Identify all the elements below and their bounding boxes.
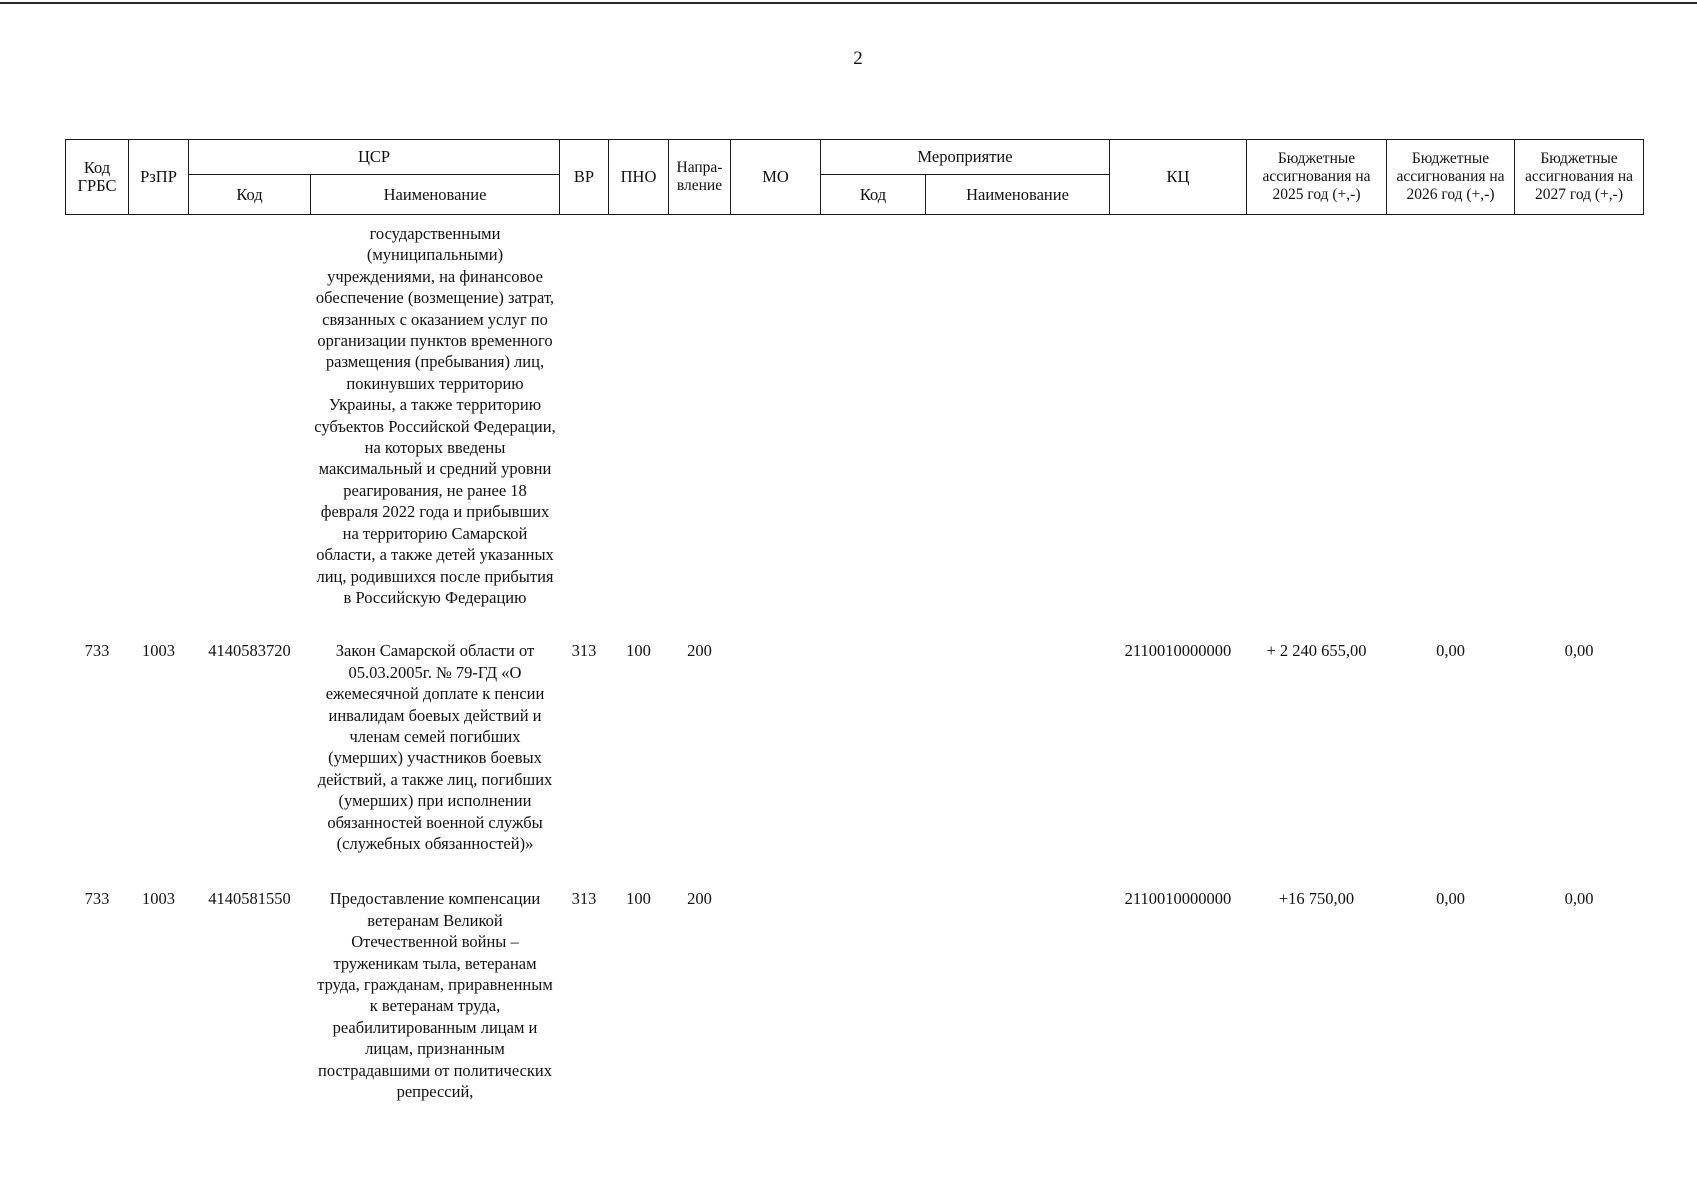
cell-budget-2027: 0,00 [1564, 641, 1594, 661]
header-kc: КЦ [1110, 140, 1247, 215]
table-header [66, 140, 1644, 215]
header-csr-name: Наименование [311, 175, 560, 215]
cell-grbs: 733 [84, 641, 110, 661]
cell-kc: 2110010000000 [1124, 641, 1232, 661]
cell-mo [731, 878, 821, 1126]
header-csr-kod: Код [189, 175, 311, 215]
cell-budget-2026: 0,00 [1436, 889, 1465, 909]
header-meropriyatie: Мероприятие [821, 140, 1110, 175]
top-rule [0, 2, 1697, 4]
header-napravlenie: Напра-вление [669, 140, 731, 215]
cell-csr-kod: 4140581550 [208, 889, 291, 909]
header-mer-kod: Код [821, 175, 926, 215]
header-rzpr: РзПР [129, 140, 189, 215]
cell-budget-2025: + 2 240 655,00 [1266, 641, 1367, 661]
table-row-continuation [66, 215, 1644, 631]
header-vr: ВР [560, 140, 609, 215]
cell-rzpr: 1003 [142, 889, 175, 909]
cell-napravlenie: 200 [687, 641, 712, 661]
header-budget-2027: Бюджетные ассигнования на 2027 год (+,-) [1515, 140, 1644, 215]
header-budget-2026: Бюджетные ассигнования на 2026 год (+,-) [1387, 140, 1515, 215]
cell-mer-kod [821, 878, 926, 1126]
cell-budget-2025: +16 750,00 [1278, 889, 1355, 909]
cell-mer-name [926, 878, 1110, 1126]
cell-vr: 313 [571, 889, 597, 909]
header-pno: ПНО [609, 140, 669, 215]
csr-name-continuation: государственными (муниципальными) учреждениями, на финансовое обеспечение (возмещение) затрат, связанных с оказанием услуг по организации пунктов временного размещения (пребывания) лиц, покинувших территорию Украины, а также территорию субъектов Российской Федерации, на которых введены максимальный и средний уровни реагирования, не ранее 18 февраля 2022 года и прибывших на территорию Самарской области, а также детей указанных лиц, родившихся после прибытия в Российскую Федерацию [314, 224, 556, 607]
cell-csr-name: Закон Самарской области от 05.03.2005г. № 79-ГД «О ежемесячной доплате к пенсии инвалидам боевых действий и членам семей погибших (умерших) участников боевых действий, а также лиц, погибших (умерших) при исполнении обязанностей военной службы (служебных обязанностей)» [317, 641, 553, 853]
cell-vr: 313 [571, 641, 597, 661]
cell-rzpr: 1003 [142, 641, 175, 661]
header-csr: ЦСР [189, 140, 560, 175]
cell-csr-name: Предоставление компенсации ветеранам Великой Отечественной войны – труженикам тыла, ветеранам труда, гражданам, приравненным к ветеранам труда, реабилитированным лицам и лицам, признанным пострадавшими от политических репрессий, [317, 889, 553, 1102]
header-budget-2025: Бюджетные ассигнования на 2025 год (+,-) [1247, 140, 1387, 215]
cell-budget-2026: 0,00 [1436, 641, 1465, 661]
header-mer-name: Наименование [926, 175, 1110, 215]
table-row [66, 630, 1644, 878]
cell-mo [731, 630, 821, 878]
cell-pno: 100 [626, 889, 651, 909]
cell-csr-kod: 4140583720 [208, 641, 291, 661]
cell-kc: 2110010000000 [1124, 889, 1232, 909]
cell-grbs: 733 [84, 889, 110, 909]
cell-budget-2027: 0,00 [1564, 889, 1594, 909]
cell-mer-kod [821, 630, 926, 878]
header-mo: МО [731, 140, 821, 215]
cell-mer-name [926, 630, 1110, 878]
page-number: 2 [853, 48, 863, 69]
header-kod-grbs: Код ГРБС [66, 140, 129, 215]
table-row [66, 878, 1644, 1126]
cell-napravlenie: 200 [687, 889, 712, 909]
cell-pno: 100 [626, 641, 651, 661]
budget-table [65, 139, 1644, 1126]
